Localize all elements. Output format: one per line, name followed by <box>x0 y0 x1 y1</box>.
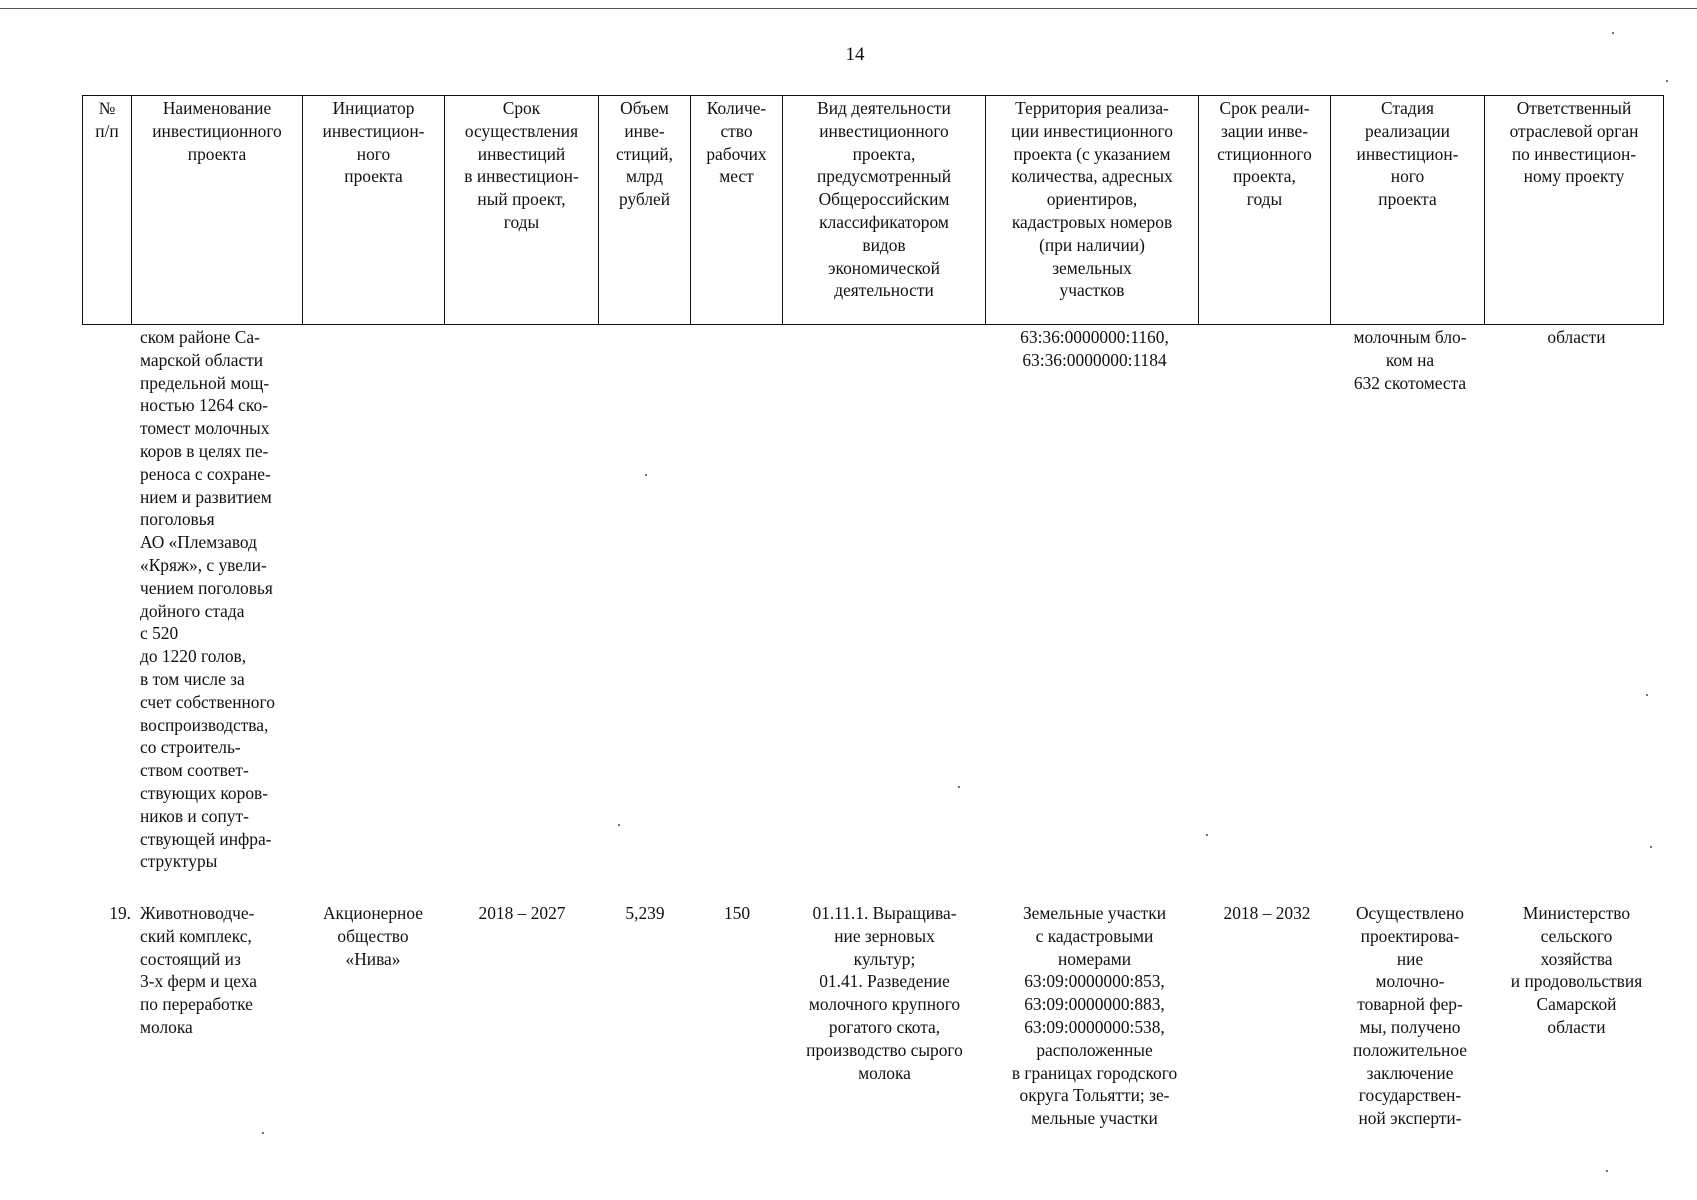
header-stage: Стадия реализации инвестицион- ного проекта <box>1331 96 1485 325</box>
header-activity-type: Вид деятельности инвестиционного проекта, предусмотренный Общероссийским классификатором видов экономической деятельности <box>783 96 986 325</box>
row19-stage: Осуществлено проектирова- ние молочно- товарной фер- мы, получено положительное заключение государствен- ной эксперти- <box>1353 903 1467 1129</box>
cont-authority: области <box>1547 327 1606 347</box>
scan-speck <box>1650 846 1652 848</box>
header-implementation-period: Срок реали- зации инве- стиционного проекта, годы <box>1199 96 1331 325</box>
scan-speck <box>262 1132 264 1134</box>
row19-jobs: 150 <box>723 903 751 923</box>
header-investment-volume: Объем инве- стиций, млрд рублей <box>599 96 691 325</box>
scan-speck <box>1666 80 1668 82</box>
table-header <box>82 95 1664 325</box>
header-investment-period: Срок осуществления инвестиций в инвестицион- ный проект, годы <box>445 96 599 325</box>
header-project-name: Наименование инвестиционного проекта <box>132 96 303 325</box>
row19-investment-period: 2018 – 2027 <box>478 903 566 923</box>
scan-speck <box>618 824 620 826</box>
scan-speck <box>645 474 647 476</box>
header-territory: Территория реализа- ции инвестиционного проекта (с указанием количества, адресных ориентиров, кадастровых номеров (при наличии) земельных участков <box>986 96 1199 325</box>
scan-top-edge <box>0 8 1697 9</box>
cont-stage: молочным бло- ком на 632 скотоместа <box>1353 327 1467 393</box>
row19-investment-volume: 5,239 <box>625 903 665 923</box>
row19-implementation-period: 2018 – 2032 <box>1223 903 1311 923</box>
scan-speck <box>1646 694 1648 696</box>
scan-speck <box>1206 834 1208 836</box>
header-authority: Ответственный отраслевой орган по инвестицион- ному проекту <box>1485 96 1664 325</box>
row19-territory: Земельные участки с кадастровыми номерами 63:09:0000000:853, 63:09:0000000:883, 63:09:0000000:538, расположенные в границах городского округа Тольятти; зе- мельные участки <box>1011 903 1178 1129</box>
header-initiator: Инициатор инвестицион- ного проекта <box>303 96 445 325</box>
scan-speck <box>958 786 960 788</box>
scan-speck <box>1612 32 1614 34</box>
cont-project-name: ском районе Са- марской области предельной мощ- ностью 1264 ско- томест молочных коров в целях пе- реноса с сохране- нием и развитием поголовья АО «Племзавод «Кряж», с увели- чением поголовья дойного стада с 520 до 1220 голов, в том числе за счет собственного воспроизводства, со строитель- ством соответ- ствующих коров- ников и сопут- ствующей инфра- структуры <box>140 327 275 872</box>
cont-territory: 63:36:0000000:1160, 63:36:0000000:1184 <box>1020 327 1169 370</box>
row19-project-name: Животноводче- ский комплекс, состоящий из 3-х ферм и цеха по переработке молока <box>140 903 257 1037</box>
header-number: № п/п <box>83 96 132 325</box>
row19-authority: Министерство сельского хозяйства и продовольствия Самарской области <box>1510 903 1643 1037</box>
row19-initiator: Акционерное общество «Нива» <box>323 903 423 969</box>
page-number: 14 <box>845 44 865 65</box>
row19-number: 19. <box>109 903 131 923</box>
header-jobs: Количе- ство рабочих мест <box>691 96 783 325</box>
scan-speck <box>1606 1170 1608 1172</box>
row19-activity-type: 01.11.1. Выращива- ние зерновых культур; 01.41. Разведение молочного крупного рогатого скота, производство сырого молока <box>806 903 963 1083</box>
